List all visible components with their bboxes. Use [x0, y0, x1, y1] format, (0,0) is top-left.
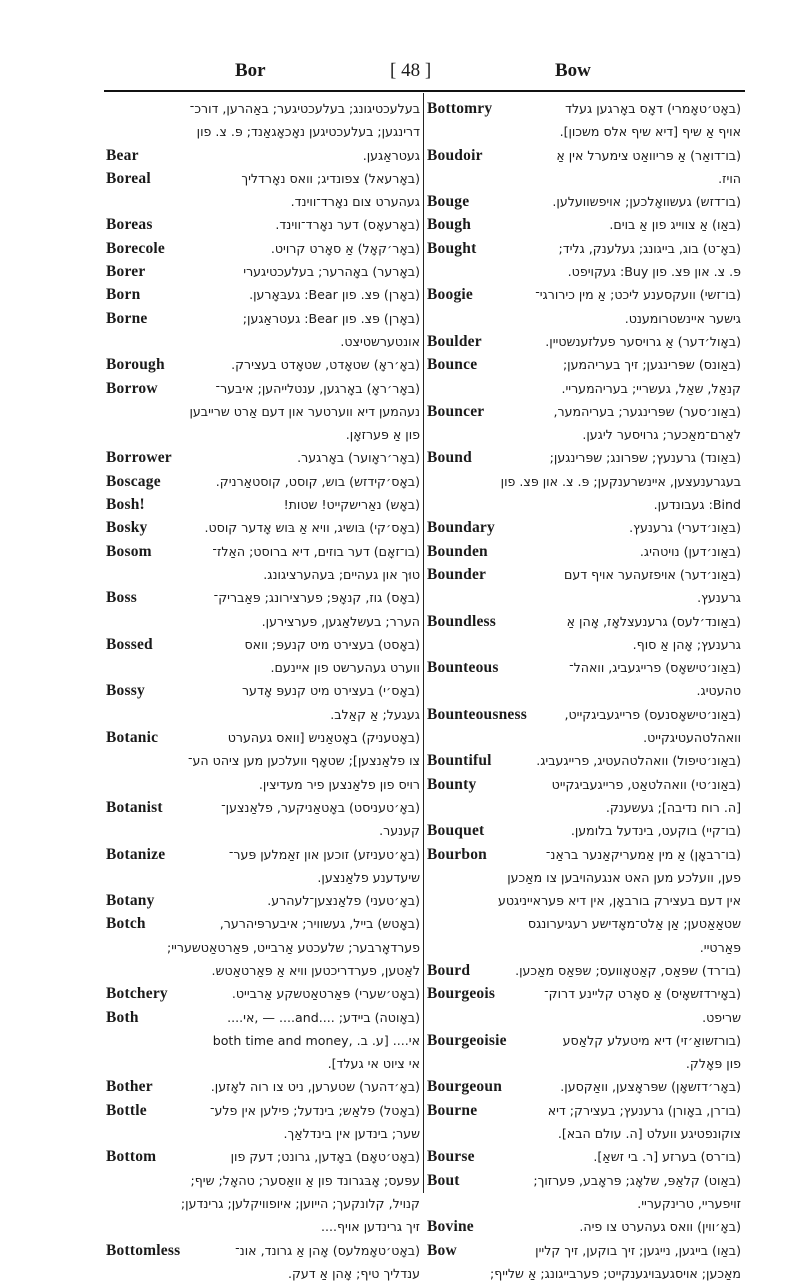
definition-text: (באָט׳טאָמרי) דאָס באָרגען געלד	[565, 101, 741, 116]
dictionary-entry	[104, 633, 422, 680]
definition-continuation: צוקונפטיגע וועלט [ה. עולם הבא].	[557, 1126, 741, 1142]
headword: Borrower	[106, 449, 172, 467]
column-divider	[423, 93, 424, 1193]
dictionary-entry	[425, 1169, 743, 1216]
entry-first-line	[106, 213, 420, 236]
dictionary-entry	[104, 283, 422, 306]
definition-text: (באָר׳דזשאָן) שפּראָצען, וואַקסען.	[560, 1079, 741, 1095]
dictionary-entry	[104, 493, 422, 516]
headword: Botanic	[106, 729, 159, 747]
headword: Bosom	[106, 542, 152, 560]
definition-text: (בו־רן, באָורן) גרענעץ; בעצירק; דיא	[547, 1102, 741, 1118]
headword: Bottomry	[427, 100, 493, 117]
headword: Bound	[427, 449, 472, 467]
headword: Bough	[427, 216, 472, 234]
dictionary-entry	[425, 400, 743, 447]
dictionary-entry	[104, 377, 422, 447]
definition-continuation: שיעדענע פלאַנצען.	[317, 869, 420, 885]
dictionary-entry	[425, 1075, 743, 1098]
definition-text: (באָ׳טעניסט) באָטאַניקער, פלאַנצען־	[221, 799, 420, 815]
entry-first-line	[106, 377, 420, 400]
dictionary-entry	[425, 959, 743, 982]
definition-continuation: זויפעריי, טרינקעריי.	[637, 1195, 741, 1211]
definition-text: געטראַגען.	[362, 147, 420, 163]
definition-text: (בו־קיי) בוקעט, בינדעל בלומען.	[570, 823, 741, 839]
dictionary-entry	[104, 1099, 422, 1146]
headword: Bow	[427, 1241, 457, 1259]
dictionary-entry	[104, 679, 422, 726]
dictionary-entry	[104, 540, 422, 587]
definition-text: (באָט׳שערי) פּאַרטאַטשקע אַרבייט.	[231, 986, 420, 1002]
dictionary-entry	[425, 213, 743, 236]
headword: Bottle	[106, 1101, 147, 1119]
definition-continuation: זיך גרינדען אויף....	[320, 1219, 420, 1235]
dictionary-entry	[425, 1215, 743, 1238]
entry-first-line	[106, 633, 420, 656]
headword: Boscage	[106, 472, 161, 490]
definition-text: (באָס׳קי) בּושיג, וויא אַ בּוש אָדער קוסט.	[204, 520, 420, 536]
entry-first-line	[427, 353, 741, 376]
definition-text: (בו־רבאָן) אַ מין אַמעריקאַנער בראַנ־	[545, 846, 741, 862]
dictionary-entry	[425, 330, 743, 353]
definition-continuation: הערר; בעשלאַגען, פערצירען.	[261, 613, 420, 629]
definition-continuation: פּ. צ. און פּצ. פון Buy: געקויפט.	[567, 264, 741, 280]
definition-text: (בו־דואַר) אַ פּריוואַט צימערל אין אַ	[556, 147, 741, 163]
definition-continuation: בעגרענעצען, איינשרענקען; פּ. צ. און פּצ. פון	[500, 473, 741, 489]
dictionary-entry	[104, 144, 422, 167]
page-number: [ 48 ]	[390, 60, 432, 81]
headword: Botch	[106, 915, 146, 933]
definition-text: (באָס) גוז, קנאָפּ; פערצירונג; פּאַבריק־	[213, 590, 420, 606]
headword: Bossy	[106, 682, 145, 700]
definition-text: (באַונ׳דער) אויפזעהער אויף דעם	[564, 566, 741, 582]
dictionary-entry	[104, 307, 422, 354]
definition-continuation: פון אַ פּערזאָן.	[345, 427, 420, 443]
headword: Bother	[106, 1078, 153, 1096]
definition-text: (באָ׳דהער) שטערען, ניט צו רוה לאָזען.	[210, 1079, 420, 1095]
dictionary-entry	[104, 470, 422, 493]
definition-text: (באַונ׳דען) נויטהיג.	[639, 543, 741, 559]
definition-text: (באָ׳ראָ) שטאָדט, שטאָדט בעצירק.	[231, 357, 420, 373]
definition-continuation: קנאַל, שאַל, געשריי; בעריהמעריי.	[561, 380, 741, 396]
dictionary-entry	[425, 190, 743, 213]
dictionary-entry	[425, 773, 743, 820]
dictionary-entry	[425, 446, 743, 516]
entry-first-line	[427, 400, 741, 423]
definition-continuation: טהעטיג.	[696, 683, 741, 699]
definition-text: (באָר׳קאָל) אַ סאָרט קרויט.	[270, 240, 420, 256]
entry-first-line	[106, 97, 420, 120]
entry-first-line	[427, 703, 741, 726]
dictionary-entry	[104, 1075, 422, 1098]
dictionary-entry	[425, 1029, 743, 1076]
entry-first-line	[427, 749, 741, 772]
page-header	[100, 60, 740, 88]
headword: Bourgeoun	[427, 1078, 503, 1096]
entry-first-line	[106, 843, 420, 866]
dictionary-entry	[425, 703, 743, 750]
entry-first-line	[106, 144, 420, 167]
definition-text: (באָרן) פּצ. פון Bear: געטראַגען;	[242, 310, 420, 326]
headword: Bourd	[427, 961, 471, 979]
entry-first-line	[106, 679, 420, 702]
definition-text: (באָר׳ראָוער) באָרגער.	[297, 450, 420, 466]
entry-first-line	[106, 260, 420, 283]
definition-continuation: דרינגען; בעלעכטיגען נאָכאָגאַנד; פּ. צ. פון	[196, 124, 420, 140]
definition-continuation: אי.... [ע. ב. ,both time and money	[212, 1032, 420, 1048]
definition-text: (באָר׳ראָ) באָרגען, ענטלייהען; איבער־	[215, 380, 420, 396]
entry-first-line	[427, 237, 741, 260]
entry-first-line	[427, 330, 741, 353]
entry-first-line	[106, 796, 420, 819]
dictionary-entry	[104, 982, 422, 1005]
dictionary-entry	[425, 610, 743, 657]
headword: Borough	[106, 356, 165, 374]
entry-first-line	[106, 1075, 420, 1098]
headword: Bourse	[427, 1148, 475, 1166]
entry-first-line	[106, 283, 420, 306]
entry-first-line	[106, 493, 420, 516]
headword: Bourgeoisie	[427, 1031, 507, 1049]
dictionary-entry	[104, 1239, 422, 1285]
definition-continuation: געגעל; אַ קאַלב.	[330, 706, 420, 722]
definition-continuation: רויס פון פלאַנצען פיר מעדיצין.	[258, 776, 420, 792]
entry-first-line	[106, 912, 420, 935]
definition-continuation: קנויל, קלונקעך; הייוען; איופוויקלען; גרינדען;	[180, 1195, 420, 1211]
headword: Bear	[106, 146, 139, 164]
entry-first-line	[106, 889, 420, 912]
dictionary-entry	[104, 516, 422, 539]
definition-continuation: עפּעס; אָבּגרונד פון אַ וואַסער; טהאָל; שיף;	[190, 1172, 420, 1188]
definition-text: (באָס׳קידזש) בוש, קוסט, קוסטאַרניק.	[215, 473, 420, 489]
definition-text: (באָרן) פּצ. פון Bear: געבּאָרען.	[249, 287, 420, 303]
entry-first-line	[106, 353, 420, 376]
left-column	[104, 97, 422, 1285]
headword: Bountiful	[427, 752, 492, 770]
dictionary-entry	[425, 656, 743, 703]
definition-continuation: ווערט געהערשט פון איינעם.	[270, 660, 420, 676]
entry-first-line	[427, 819, 741, 842]
entry-first-line	[106, 1006, 420, 1029]
definition-continuation: פערדאָרבער; שלעכטע אַרבייט, פּאַרטאַטשעריי;	[166, 939, 420, 955]
definition-continuation: שריפט.	[702, 1009, 741, 1025]
definition-text: (באַונ׳טי) וואהלטאַט, פרייגעביגקייט	[551, 776, 741, 792]
dictionary-entry	[104, 167, 422, 214]
definition-text: (באַונ׳דערי) גרענעץ.	[629, 520, 741, 536]
entry-first-line	[106, 470, 420, 493]
definition-continuation: אי ציוט אי געלד].	[327, 1056, 420, 1072]
entry-first-line	[427, 656, 741, 679]
dictionary-entry	[425, 1239, 743, 1285]
headword: Bottomless	[106, 1241, 181, 1259]
headword: Bounce	[427, 356, 478, 374]
definition-text: (באָס׳י) בעצירט מיט קנעפּ אָדער	[241, 683, 420, 699]
definition-continuation: אונטערשטיצט.	[340, 333, 420, 349]
dictionary-entry	[425, 982, 743, 1029]
definition-text: (בו־דזש) געשוואָלכען; אויפשוועלען.	[552, 194, 741, 210]
dictionary-entry	[104, 237, 422, 260]
header-left-guideword: Bor	[235, 60, 266, 81]
dictionary-entry	[425, 144, 743, 191]
entry-first-line	[106, 586, 420, 609]
dictionary-entry	[104, 889, 422, 912]
definition-continuation: געהערט צום נאָרד־ווינד.	[290, 194, 420, 210]
entry-first-line	[427, 610, 741, 633]
definition-continuation: שער; בינדען אין בינדלאַך.	[283, 1126, 420, 1142]
entry-first-line	[427, 283, 741, 306]
definition-continuation: טוּך און געהיים; בּעהערציגונג.	[263, 566, 420, 582]
definition-continuation: קענער.	[379, 823, 420, 839]
headword: Bounty	[427, 775, 477, 793]
definition-continuation: וואהלטהעטיגקייט.	[643, 730, 741, 746]
headword: Bout	[427, 1171, 460, 1189]
headword: Botany	[106, 892, 155, 910]
definition-continuation: לאַטען, פערדריכטען וויא אַ פּאַרטאַטש.	[211, 962, 420, 978]
definition-text: (באָט׳טאָמלעס) אָהן אַ גרונד, אונ־	[235, 1242, 420, 1258]
definition-text: (בו־רס) בערזע [ר. בי זשאַ].	[593, 1149, 741, 1165]
definition-text: (באַו) בייגען, נייגען; זיך בוקען, זיך קליין	[535, 1242, 741, 1258]
dictionary-entry	[425, 1145, 743, 1168]
entry-first-line	[427, 1145, 741, 1168]
dictionary-entry	[425, 353, 743, 400]
headword: Boudoir	[427, 146, 483, 164]
entry-first-line	[106, 516, 420, 539]
entry-first-line	[106, 982, 420, 1005]
dictionary-entry	[425, 819, 743, 842]
definition-text: (באָרער) באָהרער; בעלעכטיגערי	[243, 264, 420, 280]
definition-continuation: גרענעץ; אָהן אַ סוף.	[632, 636, 741, 652]
entry-first-line	[427, 446, 741, 469]
headword: Borer	[106, 263, 146, 281]
entry-first-line	[427, 1029, 741, 1052]
definition-continuation: פּאַרטיי.	[699, 939, 741, 955]
entry-first-line	[106, 446, 420, 469]
headword: Bounteousness	[427, 705, 527, 723]
headword: Born	[106, 286, 141, 304]
definition-continuation: גישער איינשטרומענט.	[624, 310, 741, 326]
definition-text: (באָטעניק) באָטאַניש [וואס געהערט	[227, 730, 420, 746]
entry-first-line	[427, 959, 741, 982]
definition-continuation: שטאַאַטען; אַן אַלט־מאָדישע רעגיערונגס	[527, 916, 741, 932]
header-rule	[104, 90, 745, 92]
entry-first-line	[106, 1099, 420, 1122]
headword: Boss	[106, 589, 137, 607]
definition-text: (באָ׳טעני) פלאַנצען־לעהרע.	[267, 893, 420, 909]
headword: Borrow	[106, 379, 158, 397]
headword: Both	[106, 1008, 139, 1026]
definition-text: (באַונס) שפּרינגען; זיך בעריהמען;	[562, 357, 741, 373]
headword: Boundless	[427, 612, 496, 630]
entry-first-line	[427, 1099, 741, 1122]
headword: Boogie	[427, 286, 473, 304]
dictionary-entry	[425, 237, 743, 284]
headword: Borecole	[106, 239, 165, 257]
entry-first-line	[106, 726, 420, 749]
definition-text: (בו־זאָם) דער בוזים, דיא ברוסט; האַלז־	[212, 543, 420, 559]
definition-continuation: ענדליך טיף; אָהן אַ דעק.	[287, 1265, 420, 1281]
dictionary-entry	[425, 516, 743, 539]
headword: Boundary	[427, 519, 495, 537]
definition-continuation: פון פּאָלק.	[685, 1056, 741, 1072]
headword: Bouncer	[427, 402, 485, 420]
dictionary-entry	[104, 213, 422, 236]
headword: Bossed	[106, 635, 153, 653]
headword: Borne	[106, 309, 148, 327]
dictionary-entry	[425, 749, 743, 772]
headword: Botchery	[106, 985, 168, 1003]
dictionary-entry	[104, 586, 422, 633]
definition-text: (באָטש) בייל, געשוויר; איבערפּיהרער,	[219, 916, 420, 932]
dictionary-entry	[425, 1099, 743, 1146]
definition-continuation: נעהמען דיא ווערטער און דעם אַרט שרייבען	[189, 403, 420, 419]
header-right-guideword: Bow	[555, 60, 591, 81]
dictionary-entry	[104, 1145, 422, 1238]
entry-first-line	[106, 540, 420, 563]
dictionary-entry	[425, 97, 743, 144]
headword: Boreal	[106, 169, 151, 187]
definition-text: (באַונד) גרענעץ; שפּרונג; שפּרינגען;	[549, 450, 741, 466]
entry-first-line	[106, 167, 420, 190]
entry-first-line	[427, 982, 741, 1005]
definition-text: (באָ׳טעניזע) זוכען און זאַמלען פּער־	[228, 846, 420, 862]
entry-first-line	[427, 1169, 741, 1192]
dictionary-entry	[425, 283, 743, 330]
headword: Bosky	[106, 519, 148, 537]
entry-first-line	[427, 1075, 741, 1098]
headword: Bounden	[427, 542, 488, 560]
dictionary-entry	[425, 843, 743, 959]
entry-first-line	[106, 237, 420, 260]
dictionary-entry	[104, 446, 422, 469]
definition-continuation: אויף אַ שיף [דיא שיף אלס משכון].	[559, 124, 741, 140]
definition-text: בעלעכטיגונג; בעלעכטיגער; באַהרען, דורכ־	[189, 101, 420, 116]
dictionary-entry	[104, 843, 422, 890]
definition-text: (בו־רד) שפּאַס, קאַטאָוועס; שפּאַס מאַכען.	[515, 962, 741, 978]
definition-continuation: לאַרם־מאַכער; גרויסער ליגען.	[582, 427, 741, 443]
definition-text: (באָול׳דער) אַ גרויסער פעלזענשטיין.	[545, 333, 741, 349]
definition-text: (באָירדזשאָיס) אַ סאָרט קליינע דרוק־	[544, 986, 741, 1002]
headword: Bourbon	[427, 845, 487, 863]
entry-first-line	[427, 563, 741, 586]
definition-continuation: אין דעם בעצירק בורבאָן, אין דיא פּעראייניגטע	[497, 893, 741, 909]
dictionary-entry	[104, 912, 422, 982]
headword: Bottom	[106, 1148, 157, 1166]
headword: Bovine	[427, 1218, 474, 1236]
dictionary-entry	[104, 260, 422, 283]
headword: Bounder	[427, 565, 487, 583]
headword: Bouge	[427, 193, 470, 211]
headword: Bouquet	[427, 822, 485, 840]
headword: Bosh!	[106, 496, 145, 514]
headword: Botanize	[106, 845, 166, 863]
definition-text: (באַונד׳לעס) גרענעצלאָז, אָהן אַ	[566, 613, 741, 629]
dictionary-entry	[104, 726, 422, 796]
definition-text: (באַונ׳טישאָסנעס) פרייגעביגקייט,	[564, 706, 741, 722]
definition-text: (באָש) נאַרישקייט! שטות!	[283, 497, 420, 513]
dictionary-entry	[425, 540, 743, 563]
headword: Bought	[427, 239, 477, 257]
definition-continuation: צו פלאַנצען]; שטאָף וועלכען מען ציהט הע־	[188, 753, 420, 769]
definition-text: (באָוטה) ביידע; ....and.... — ,אי....	[227, 1009, 420, 1025]
dictionary-entry	[104, 97, 422, 144]
headword: Bounteous	[427, 659, 499, 677]
right-column	[425, 97, 743, 1285]
entry-first-line	[106, 1239, 420, 1262]
definition-text: (באָרעאָס) דער נאָרד־ווינד.	[275, 217, 420, 233]
entry-first-line	[427, 516, 741, 539]
headword: Boreas	[106, 216, 153, 234]
definition-text: (באָ־ט) בוג, בייגונג; געלענק, גליד;	[558, 240, 741, 256]
headword: Bourne	[427, 1101, 478, 1119]
entry-first-line	[427, 1215, 741, 1238]
headword: Boulder	[427, 332, 482, 350]
definition-text: (באָסט) בעצירט מיט קנעפּ; וואס	[244, 636, 420, 652]
definition-text: (בורזשואַ׳זי) דיא מיטעלע קלאַסע	[562, 1032, 741, 1048]
entry-first-line	[427, 1239, 741, 1262]
definition-text: (באָרעאל) צפונדיג; וואס נאָרדליך	[241, 170, 420, 186]
definition-continuation: הויז.	[718, 170, 741, 186]
entry-first-line	[427, 97, 741, 120]
definition-text: (באָט׳טאָם) באָדען, גרונט; דעק פון	[230, 1149, 420, 1165]
entry-first-line	[106, 1145, 420, 1168]
dictionary-entry	[425, 563, 743, 610]
definition-text: (בו־זשי) וועקסענע ליכט; אַ מין כירורגי־	[535, 287, 741, 303]
definition-text: (באַונ׳טישאָס) פרייגעביג, וואהל־	[569, 660, 741, 676]
definition-text: (באַונ׳סער) שפּרינגער; בעריהמער,	[553, 403, 741, 419]
definition-continuation: פען, וועלכע מען האט אנגעהויבען צו מאַכען	[507, 869, 741, 885]
dictionary-entry	[104, 1006, 422, 1076]
dictionary-entry	[104, 796, 422, 843]
definition-continuation: מאַכען; אויסגעבּויגענקייט; פערבייגונג; אַ שלייף;	[489, 1265, 741, 1281]
definition-continuation: [ה. רוח נדיבה]; געשענק.	[605, 799, 741, 815]
headword: Bourgeois	[427, 985, 496, 1003]
entry-first-line	[427, 213, 741, 236]
definition-text: (באַונ׳טיפול) וואהלטהעטיג, פרייגעביג.	[536, 753, 741, 769]
entry-first-line	[427, 144, 741, 167]
definition-text: (באַו) אַ צווייג פון אַ בוים.	[609, 217, 741, 233]
definition-continuation: Bind: געבונדען.	[653, 497, 741, 513]
headword: Botanist	[106, 798, 163, 816]
dictionary-entry	[104, 353, 422, 376]
entry-first-line	[427, 190, 741, 213]
definition-text: (באַוט) קלאַפּ, שלאָג; פּראָבע, פּערזוך;	[533, 1172, 741, 1188]
entry-first-line	[106, 307, 420, 330]
entry-first-line	[427, 773, 741, 796]
entry-first-line	[427, 540, 741, 563]
definition-continuation: גרענעץ.	[697, 590, 741, 606]
definition-text: (באָטל) פלאַש; בינדעל; פילען אין פלע־	[209, 1102, 420, 1118]
entry-first-line	[427, 843, 741, 866]
definition-text: (באָ׳ווין) וואס געהערט צו פיה.	[579, 1219, 741, 1235]
